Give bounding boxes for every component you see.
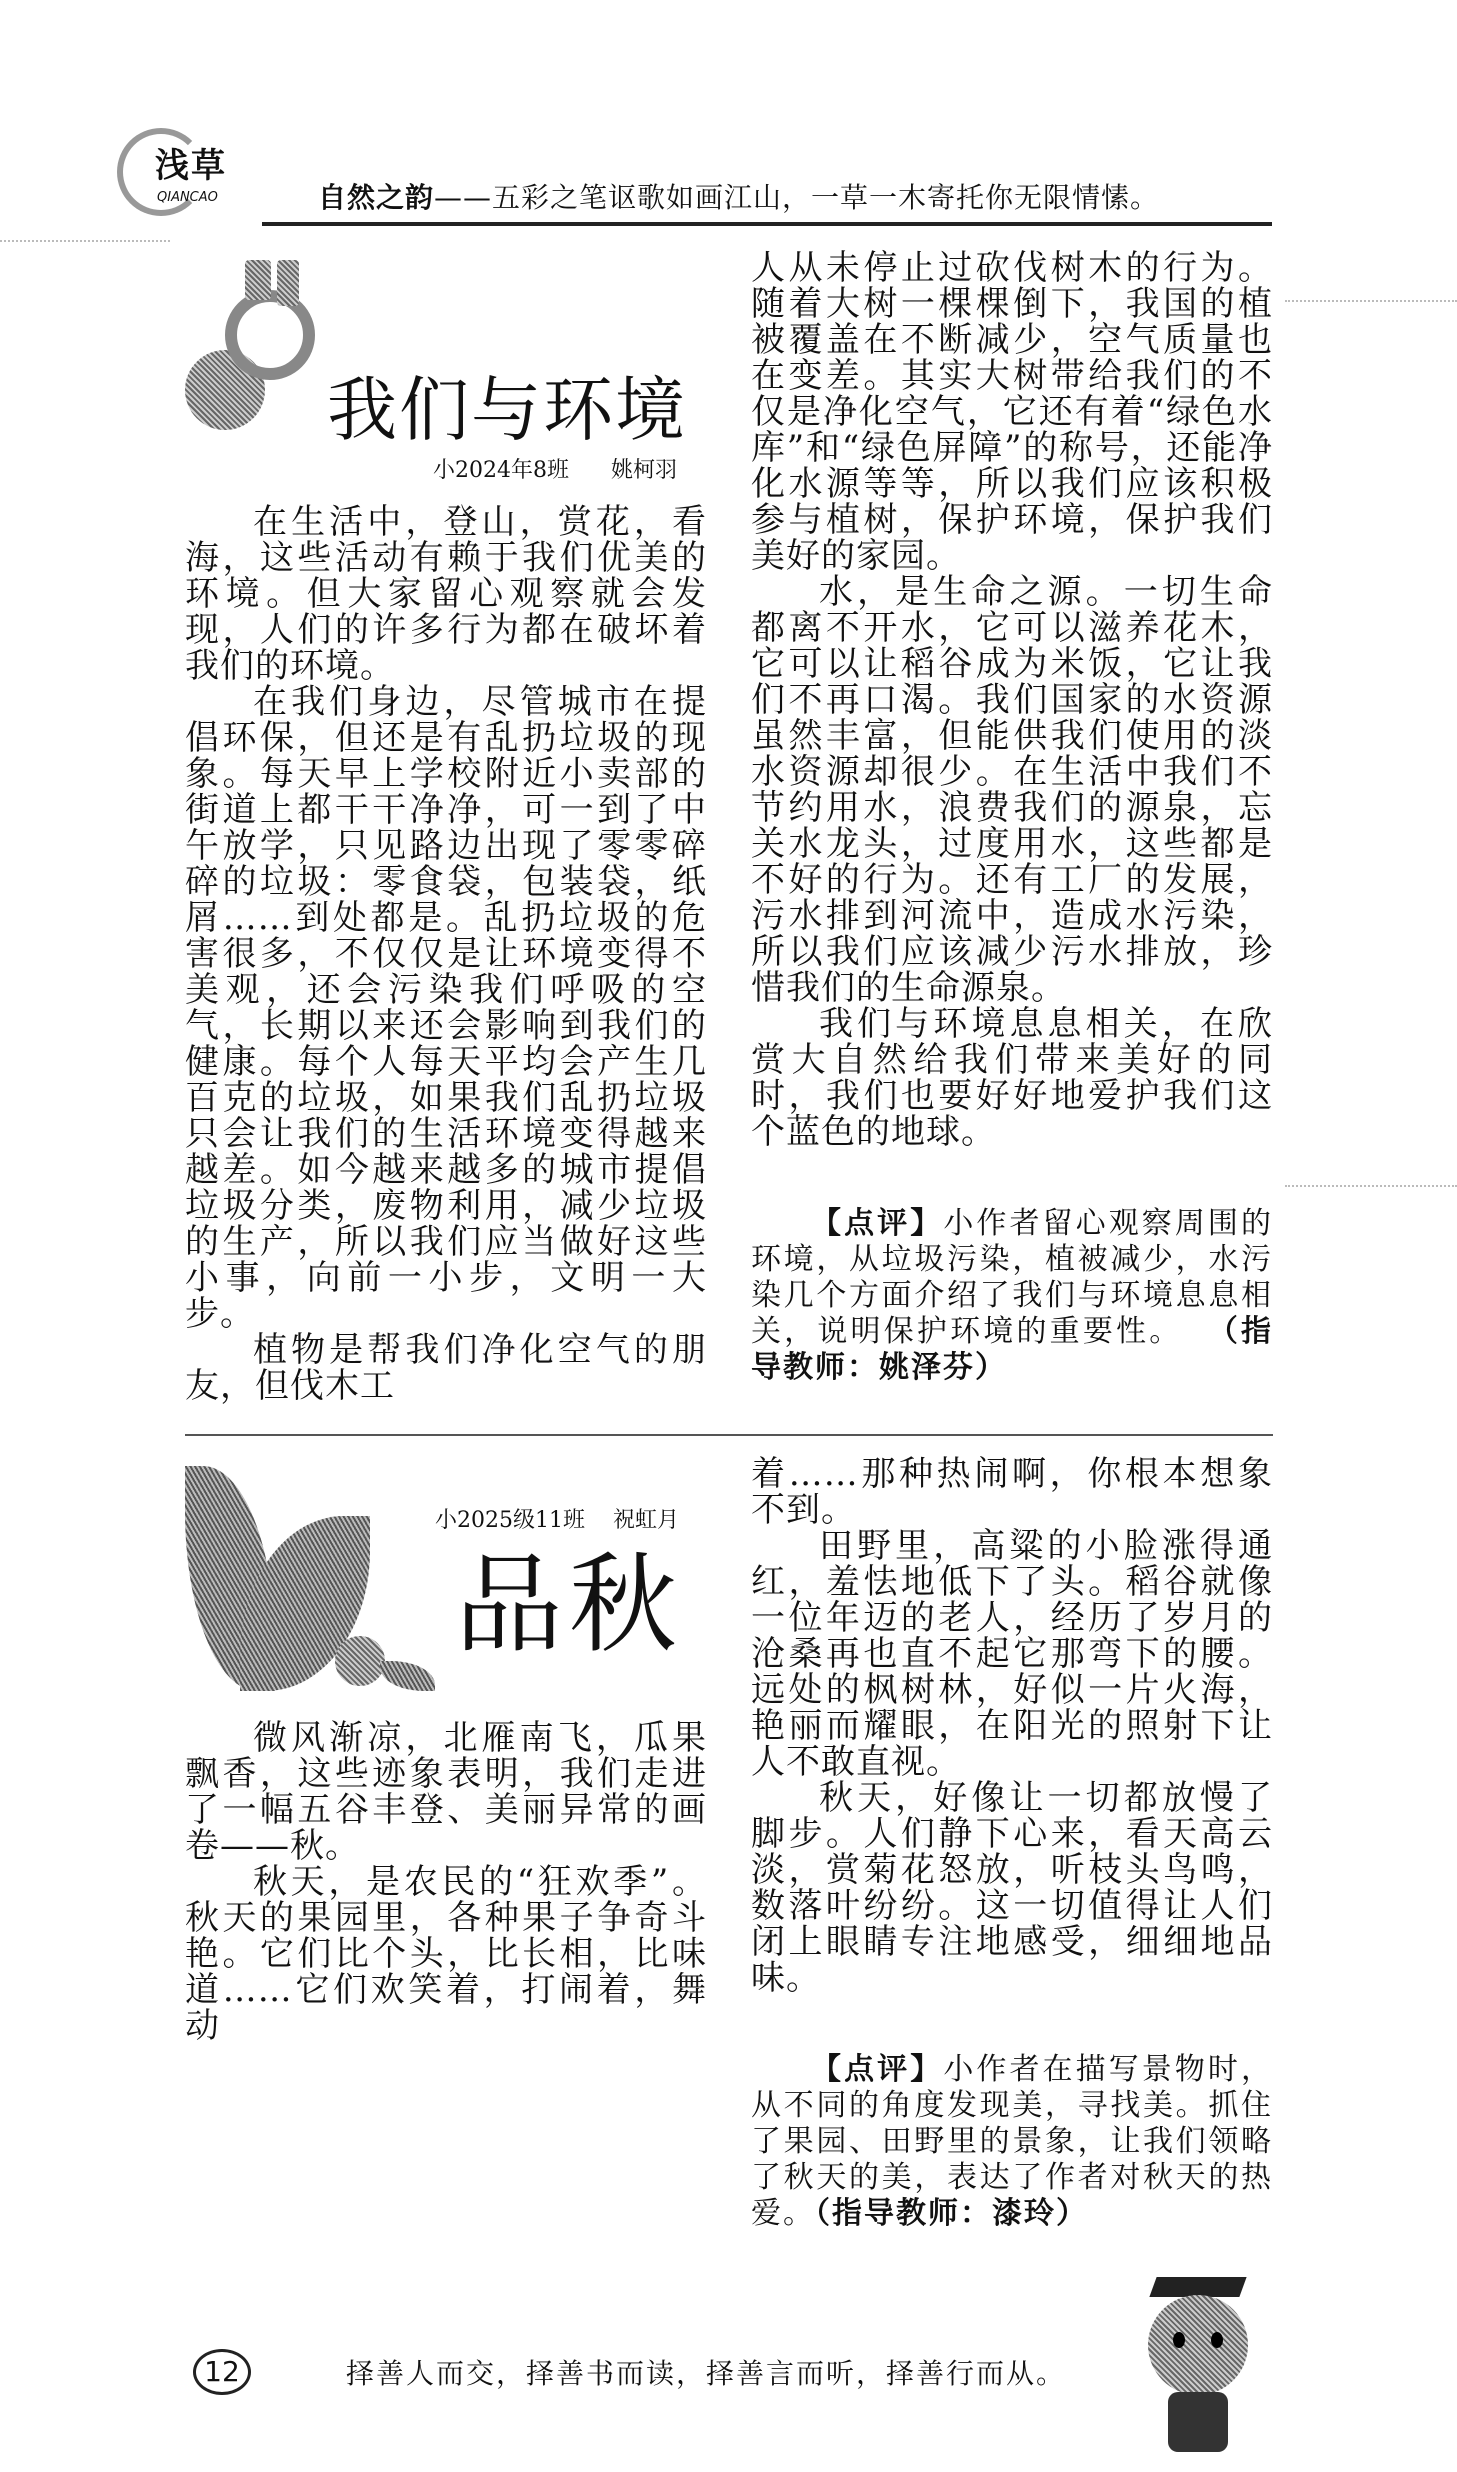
- article-heading: [185, 250, 707, 450]
- editor-comment: [751, 1206, 1273, 1386]
- byline-author: 祝虹月: [612, 1508, 679, 1533]
- comment-teacher: （指导教师：漆玲）: [815, 2196, 1088, 2231]
- footer-motto: 择善人而交，择善书而读，择善言而听，择善行而从。: [346, 2357, 1067, 2390]
- comment-label: 【点评】: [811, 2052, 944, 2087]
- dotted-guide: [0, 240, 170, 242]
- article-title: 我们与环境: [327, 369, 687, 451]
- page-footer: [185, 2272, 1273, 2472]
- article-body-right: [751, 1456, 1273, 2232]
- paragraph: 秋天，好像让一切都放慢了脚步。人们静下心来，看天高云淡，赏菊花怒放，听枝头鸟鸣，数落叶纷纷。这一切值得让人们闭上眼睛专注地感受，细细地品味。: [751, 1778, 1273, 1998]
- paragraph: 着……那种热闹啊，你根本想象不到。: [751, 1454, 1273, 1530]
- paragraph: 在生活中，登山，赏花，看海，这些活动有赖于我们优美的环境。但大家留心观察就会发现，人们的许多行为都在破坏着我们的环境。: [185, 502, 707, 686]
- article-body-left: [185, 1456, 707, 2044]
- page-number: 12: [193, 2349, 251, 2395]
- article-byline: [435, 1506, 683, 1536]
- logo-name: 浅草: [155, 146, 227, 186]
- byline-class: 小2025级11班: [435, 1508, 585, 1533]
- comment-text: 小作者在描写景物时，从不同的角度发现美，寻找美。抓住了果园、田野里的景象，让我们领略了秋天的美，表达了作者对秋天的热爱。: [751, 2052, 1274, 2231]
- autumn-leaves-illustration: [185, 1456, 435, 1696]
- article-heading: [185, 1456, 707, 1696]
- column-name: 自然之韵: [318, 181, 435, 214]
- column-tagline: ——五彩之笔讴歌如画江山，一草一木寄托你无限情愫。: [434, 181, 1160, 214]
- logo-pinyin: QIANCAO: [157, 190, 218, 205]
- paragraph: 植物是帮我们净化空气的朋友，但伐木工: [185, 1330, 707, 1406]
- article-heading-text: [435, 1506, 683, 1696]
- article-byline: [185, 456, 707, 486]
- paragraph: 在我们身边，尽管城市在提倡环保，但还是有乱扔垃圾的现象。每天早上学校附近小卖部的街道上都干干净净，可一到了中午放学，只见路边出现了零零碎碎的垃圾：零食袋，包装袋，纸屑……到处都是。乱扔垃圾的危害很多，不仅仅是让环境变得不美观，还会污染我们呼吸的空气，长期以来还会影响到我们的健康。每个人每天平均会产生几百克的垃圾，如果我们乱扔垃圾只会让我们的生活环境变得越来越差。如今越来越多的城市提倡垃圾分类，废物利用，减少垃圾的生产，所以我们应当做好这些小事，向前一小步，文明一大步。: [185, 682, 707, 1334]
- article-divider: [185, 1434, 1273, 1436]
- editor-comment: [751, 2052, 1273, 2232]
- page-content: [185, 0, 1273, 2472]
- byline-author: 姚柯羽: [610, 458, 677, 483]
- dotted-guide: [1285, 1185, 1457, 1187]
- paragraph: 水，是生命之源。一切生命都离不开水，它可以滋养花木，它可以让稻谷成为米饭，它让我们不再口渴。我们国家的水资源虽然丰富，但能供我们使用的淡水资源却很少。在生活中我们不节约用水，浪费我们的源泉，忘关水龙头，过度用水，这些都是不好的行为。还有工厂的发展，污水排到河流中，造成水污染，所以我们应该减少污水排放，珍惜我们的生命源泉。: [751, 572, 1273, 1008]
- article-body-left: [185, 250, 707, 1404]
- paragraph: 人从未停止过砍伐树木的行为。随着大树一棵棵倒下，我国的植被覆盖在不断减少，空气质量也在变差。其实大树带给我们的不仅是净化空气，它还有着“绿色水库”和“绿色屏障”的称号，还能净化水源等等，所以我们应该积极参与植树，保护环境，保护我们美好的家园。: [751, 248, 1273, 576]
- comment-label: 【点评】: [811, 1206, 944, 1241]
- paragraph: 微风渐凉，北雁南飞，瓜果飘香，这些迹象表明，我们走进了一幅五谷丰登、美丽异常的画卷——秋。: [185, 1718, 707, 1866]
- environment-illustration: [185, 260, 315, 450]
- article-title: 品秋: [455, 1543, 684, 1668]
- dotted-guide: [1285, 300, 1457, 302]
- comment-text: 小作者留心观察周围的环境，从垃圾污染，植被减少，水污染几个方面介绍了我们与环境息息相关，说明保护环境的重要性。: [751, 1206, 1274, 1349]
- article-body-right: [751, 250, 1273, 1386]
- article-environment: [185, 250, 1273, 1404]
- comment-teacher: （指导教师：姚泽芬）: [751, 1314, 1273, 1385]
- byline-class: 小2024年8班: [433, 458, 570, 483]
- mascot-illustration: [1123, 2277, 1273, 2467]
- paragraph: 我们与环境息息相关，在欣赏大自然给我们带来美好的同时，我们也要好好地爱护我们这个蓝色的地球。: [751, 1004, 1273, 1152]
- article-autumn: [185, 1456, 1273, 2232]
- paragraph: 秋天，是农民的“狂欢季”。秋天的果园里，各种果子争奇斗艳。它们比个头，比长相，比味道……它们欢笑着，打闹着，舞动: [185, 1862, 707, 2046]
- paragraph: 田野里，高粱的小脸涨得通红，羞怯地低下了头。稻谷就像一位年迈的老人，经历了岁月的沧桑再也直不起它那弯下的腰。远处的枫树林，好似一片火海，艳丽而耀眼，在阳光的照射下让人不敢直视。: [751, 1526, 1273, 1782]
